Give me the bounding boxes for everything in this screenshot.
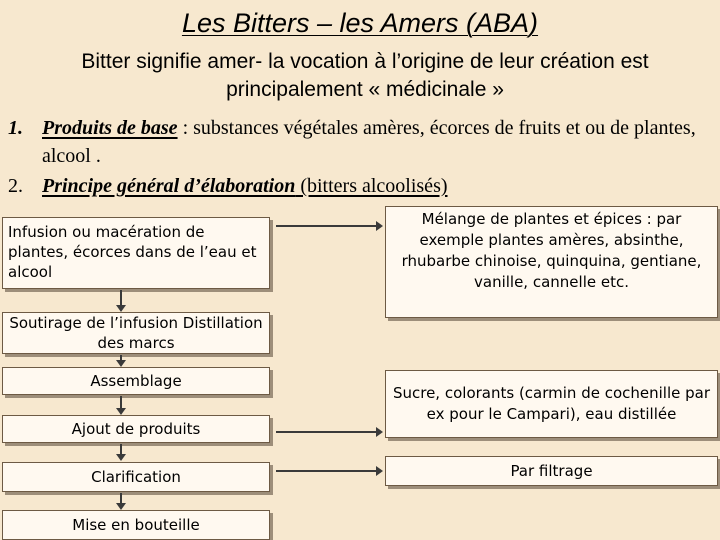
list-number: 1. (8, 117, 23, 139)
list-item-base-products (8, 114, 713, 170)
flow-arrow (120, 355, 122, 360)
list-item-lead: Produits de base (42, 117, 178, 139)
list-number: 2. (8, 175, 23, 197)
flow-arrow (276, 470, 376, 472)
flow-arrow (276, 431, 376, 433)
step-bottling-box: Mise en bouteille (2, 510, 270, 540)
flow-arrow (276, 225, 376, 227)
step-infusion-box: Infusion ou macération de plantes, écorces dans de l’eau et alcool (2, 217, 270, 289)
flow-arrow (120, 493, 122, 503)
step-assemblage-box: Assemblage (2, 367, 270, 395)
list-item-rest: (bitters alcoolisés) (295, 175, 448, 197)
note-filtering-box: Par filtrage (385, 456, 718, 486)
flow-arrow (120, 290, 122, 305)
step-soutirage-box: Soutirage de l’infusion Distillation des marcs (2, 312, 270, 354)
step-clarification-box: Clarification (2, 462, 270, 492)
list-item-rest: : substances végétales amères, écorces de fruits et ou de plantes, alcool . (42, 117, 696, 167)
note-plants-box: Mélange de plantes et épices : par exemple plantes amères, absinthe, rhubarbe chinoise, quinquina, gentiane, vanille, cannelle etc. (385, 206, 718, 318)
list-item-lead: Principe général d’élaboration (42, 175, 296, 197)
flow-arrow (120, 444, 122, 454)
slide-subtitle: Bitter signifie amer- la vocation à l’origine de leur création est principalement « médicinale » (81, 50, 649, 101)
slide-title: Les Bitters – les Amers (ABA) (181, 8, 539, 38)
list-item-principle (8, 172, 713, 200)
step-ajout-box: Ajout de produits (2, 415, 270, 443)
flow-arrow (120, 396, 122, 408)
note-additives-box: Sucre, colorants (carmin de cochenille par ex pour le Campari), eau distillée (385, 370, 718, 438)
